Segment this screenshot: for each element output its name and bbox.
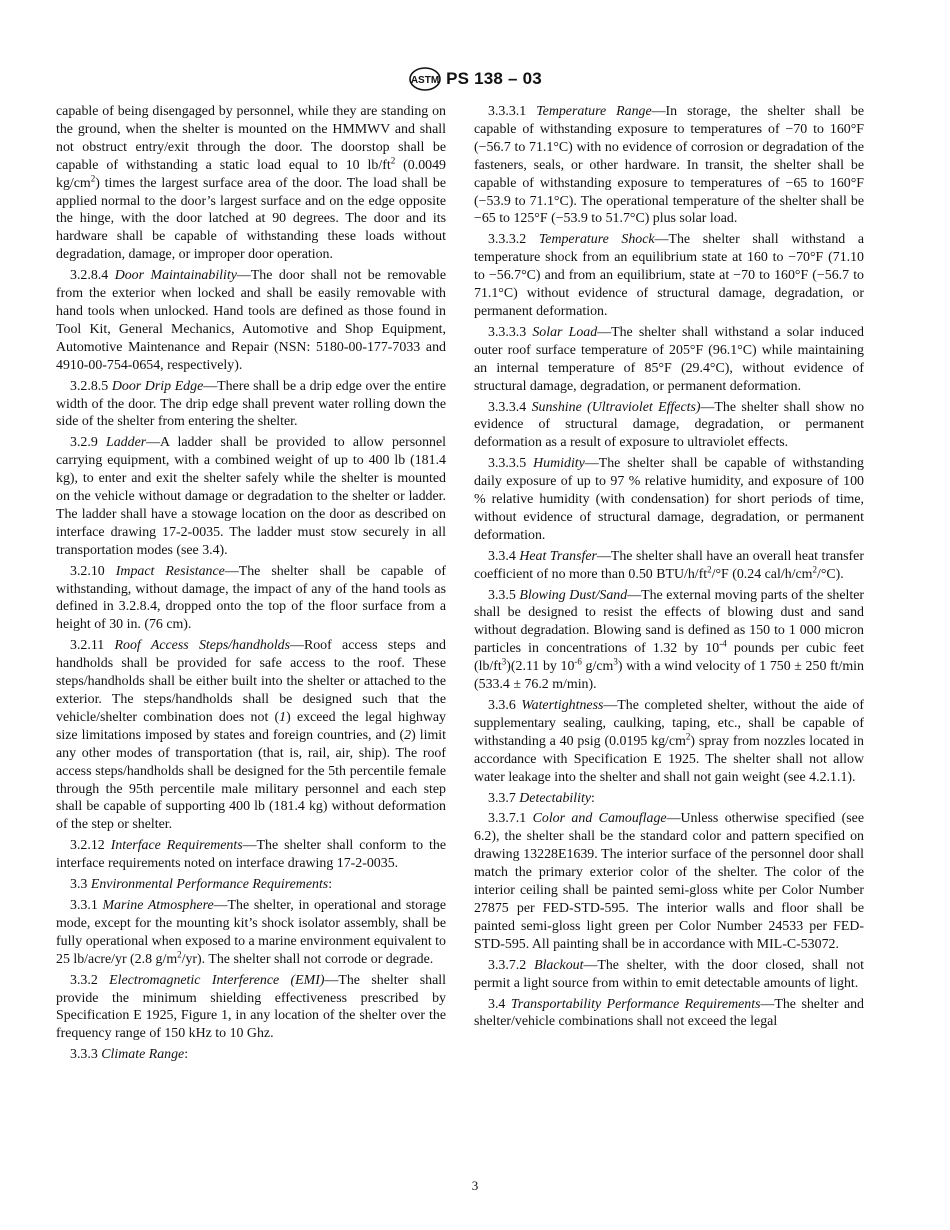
section-title: Sunshine (Ultraviolet Effects) <box>531 399 701 415</box>
section-text: ) with a wind velocity of 1 750 ± 250 ft/min (533.4 ± 76.2 m/min). <box>474 659 864 693</box>
section-number: 3.3.6 <box>488 698 522 713</box>
section-number: 3.3.2 <box>70 972 110 988</box>
astm-logo-icon <box>408 66 442 92</box>
section-title: Door Maintainability <box>114 268 237 284</box>
section-paragraph <box>56 378 446 432</box>
section-paragraph <box>56 972 446 1044</box>
section-title: Roof Access Steps/handholds <box>114 638 291 654</box>
section-title: Blowing Dust/Sand <box>519 587 628 603</box>
section-title: Marine Atmosphere <box>102 897 214 913</box>
superscript: 3 <box>613 656 618 667</box>
section-paragraph <box>474 957 864 993</box>
superscript: -6 <box>574 656 582 667</box>
section-text: —There shall be a drip edge over the entire width of the door. The drip edge shall prevent water rolling down the side of the shelter from entering the shelter. <box>56 378 446 430</box>
section-number: 3.3.3.3 <box>488 324 533 340</box>
section-number: 3.2.8.5 <box>70 378 112 394</box>
section-title: Color and Camouflage <box>532 811 667 827</box>
section-number: 3.3.7.2 <box>488 957 535 973</box>
section-text: —Roof access steps and handholds shall be provided for safe access to the roof. These steps/handholds shall be either built into the shelter or attached to the exterior. The steps/handholds shall be designed such that the vehicle/shelter combination does not ( <box>56 638 447 725</box>
section-paragraph <box>474 697 864 787</box>
section-number: 3.3.7 <box>488 790 520 806</box>
section-text: ) exceed the legal highway size limitations imposed by states and foreign countries, and ( <box>56 709 446 743</box>
section-text: /°C). <box>816 566 844 582</box>
section-title: Interface Requirements <box>110 838 243 854</box>
section-number: 3.2.12 <box>70 838 111 854</box>
page-header <box>0 66 950 92</box>
section-text: —The shelter, in operational and storage mode, except for the mounting kit’s shock isolator assembly, shall be fully operational when exposed to a marine environment equivalent to 25 lb/acre/yr (2.8 g/m <box>56 897 446 967</box>
section-text: capable of being disengaged by personnel, while they are standing on the ground, when the shelter is mounted on the HMMWV and shall not obstruct entry/exit through the door. The doorstop shall be capable of withstanding a static load equal to 10 lb/ft <box>56 104 446 173</box>
section-text: pounds per cubic feet (lb/ft <box>474 641 864 675</box>
section-text: : <box>328 877 333 893</box>
page-number: 3 <box>471 1178 479 1193</box>
section-paragraph <box>474 399 864 453</box>
superscript: 2 <box>390 155 396 166</box>
section-title: Heat Transfer <box>519 548 597 564</box>
section-text: : <box>184 1047 189 1063</box>
section-title: Environmental Performance Requirements <box>90 877 329 893</box>
section-text: g/cm <box>581 659 614 675</box>
section-number: 3.3.3.4 <box>488 399 532 415</box>
section-title: Door Drip Edge <box>111 378 204 394</box>
section-text: /yr). The shelter shall not corrode or degrade. <box>181 951 434 967</box>
section-paragraph <box>474 455 864 545</box>
section-paragraph <box>56 1046 446 1064</box>
section-title: Temperature Range <box>536 104 652 119</box>
section-paragraph <box>474 231 864 321</box>
section-text: )(2.11 by 10 <box>506 659 575 675</box>
section-text: —The shelter and shelter/vehicle combinations shall not exceed the legal <box>474 996 864 1030</box>
section-text: —The shelter shall be capable of withstanding, without damage, the impact of any of the hand tools as defined in 3.2.8.4, dropped onto the top of the floor surface from a height of 30 in. (76 cm). <box>56 563 447 633</box>
section-number: 3.3.5 <box>488 587 520 603</box>
section-number: 3.3.7.1 <box>488 811 533 827</box>
section-title: Temperature Shock <box>538 232 655 248</box>
section-text: —The shelter shall be capable of withstanding daily exposure of up to 97 % relative humidity, and exposure of 100 % relative humidity (with condensation) for short periods of time, without evidence of structural damage, degradation, or permanent deformation. <box>474 456 864 543</box>
section-paragraph <box>56 837 446 873</box>
section-number: 3.3.1 <box>70 897 103 913</box>
italic-numeral: 2 <box>404 727 412 743</box>
superscript: 2 <box>177 949 182 960</box>
section-text: : <box>591 790 595 806</box>
section-text: —The completed shelter, without the aide of supplementary sealing, caulking, taping, etc., shall be capable of withstanding a 40 psig (0.0195 kg/cm <box>474 698 864 749</box>
superscript: 2 <box>707 564 712 575</box>
left-column <box>56 103 446 1064</box>
section-paragraph <box>474 324 864 396</box>
section-number: 3.3 <box>70 877 91 893</box>
document-id: PS 138 – 03 <box>446 69 542 88</box>
section-paragraph <box>56 637 446 834</box>
section-paragraph <box>56 876 446 894</box>
section-text: (0.0049 kg/cm <box>56 157 446 191</box>
section-title: Solar Load <box>532 324 598 340</box>
section-number: 3.2.9 <box>70 435 107 451</box>
section-text: —The shelter shall conform to the interface requirements noted on interface drawing 17-2-0035. <box>56 838 446 872</box>
right-column <box>474 103 864 1031</box>
section-paragraph <box>474 790 864 808</box>
section-text: ) times the largest surface area of the door. The load shall be applied normal to the door’s largest surface and on the edge opposite the hinge, with the door latched at 90 degrees. The door and its hardware shall be capable of withstanding these loads without degradation, damage, or improper door operation. <box>56 175 446 263</box>
section-number: 3.3.3.1 <box>488 104 537 119</box>
logo-text: ASTM <box>410 75 440 86</box>
section-paragraph <box>56 563 446 635</box>
section-number: 3.2.11 <box>70 638 115 654</box>
section-text: —In storage, the shelter shall be capable of withstanding exposure to temperatures of −70 to 160°F (−56.7 to 71.1°C) with no evidence of corrosion or degradation of the fasteners, seals, or other hardware. In transit, the shelter shall be capable of withstanding exposure to temperatures of −65 to 160°F (−53.9 to 71.1°C). The operational temperature of the shelter shall be −65 to 125°F (−53.9 to 51.7°C) plus solar load. <box>474 104 864 227</box>
section-number: 3.3.4 <box>488 548 520 564</box>
section-title: Transportability Performance Requirements <box>510 996 761 1012</box>
section-title: Climate Range <box>101 1047 185 1063</box>
section-text: —The shelter shall withstand a temperature shock from an equilibrium state at 160 to −70°F (71.10 to −56.7°C) and from an equilibrium, state at −70 to 160°F (−56.7 to 71.1°C) without evidence of structural damage, degradation, or permanent deformation. <box>474 232 865 319</box>
superscript: 2 <box>685 731 691 742</box>
section-number: 3.2.10 <box>70 563 116 579</box>
superscript: 2 <box>812 564 817 575</box>
section-number: 3.3.3 <box>70 1047 102 1063</box>
section-text: —The shelter shall withstand a solar induced outer roof surface temperature of 205°F (96.1°C) while maintaining an internal temperature of 85°F (29.4°C), without evidence of structural damage, degradation, or permanent deformation. <box>474 324 865 394</box>
section-number: 3.3.3.5 <box>488 456 534 472</box>
section-paragraph <box>474 996 864 1032</box>
section-title: Electromagnetic Interference (EMI) <box>109 972 325 988</box>
section-text: —The shelter shall provide the minimum shielding effectiveness prescribed by Specification E 1925, Figure 1, in any location of the shelter over the frequency range of 150 kHz to 10 Ghz. <box>56 972 446 1042</box>
section-number: 3.2.8.4 <box>70 268 115 284</box>
section-text: —The external moving parts of the shelter shall be designed to resist the effects of blowing dust and sand without degradation. Blowing sand is defined as 150 to 1 000 micron particles in concentrations of 1.32 by 10 <box>474 587 864 657</box>
section-title: Detectability <box>519 790 592 806</box>
superscript: 2 <box>90 173 96 183</box>
section-text: —The door shall not be removable from the exterior when locked and shall be easily removable with hand tools when unlocked. Hand tools are defined as those found in Tool Kit, General Mechanics, Automotive and Shop Equipment, Automotive Maintenance and Repair (NSN: 5180-00-177-7033 and 4910-00-754-0654, respectively). <box>56 268 446 373</box>
section-text: —The shelter, with the door closed, shall not permit a light source from within to emit detectable amounts of light. <box>474 957 865 991</box>
section-title: Watertightness <box>521 698 604 713</box>
section-paragraph <box>56 434 446 559</box>
section-text: —Unless otherwise specified (see 6.2), the shelter shall be the standard color and pattern specified on drawing 13228E1639. The interior surface of the personnel door shall match the primary exterior color of the shelter. The color of the interior ceiling shall be painted semi-gloss white per Color Number 27875 per FED-STD-595. The interior walls and floor shall be painted semi-gloss light green per Color Number 24533 per FED-STD-595. All painting shall be in accordance with MIL-C-53072. <box>474 811 865 952</box>
section-title: Impact Resistance <box>115 563 225 579</box>
superscript: 3 <box>501 656 507 667</box>
section-title: Blackout <box>534 957 584 973</box>
section-text: ) spray from nozzles located in accordance with Specification E 1925. The shelter shall not allow water leakage into the shelter and shall not gain weight (see 4.2.1.1). <box>474 733 864 785</box>
italic-numeral: 1 <box>279 709 287 725</box>
superscript: -4 <box>719 638 727 649</box>
section-paragraph <box>474 103 864 228</box>
section-title: Humidity <box>533 456 585 472</box>
section-paragraph <box>56 103 446 264</box>
section-text: —A ladder shall be provided to allow personnel carrying equipment, with a combined weight of up to 400 lb (181.4 kg), to enter and exit the shelter safely while the shelter is mounted on the vehicle without damage or degradation to the shelter or ladder. The ladder shall have a stowage location on the door as described on interface drawing 17-2-0035. The ladder must stow securely in all transportation modes (see 3.4). <box>56 435 446 558</box>
section-number: 3.4 <box>488 996 511 1012</box>
section-paragraph <box>474 810 864 953</box>
section-number: 3.3.3.2 <box>488 232 539 248</box>
section-text: /°F (0.24 cal/h/cm <box>711 566 813 582</box>
section-title: Ladder <box>106 435 147 451</box>
section-text: ) limit any other modes of transportation (that is, rail, air, ship). The roof access steps/handholds shall be designed for the 5th percentile female through the 95th percentile male military personnel and each step shall be capable of supporting 400 lb (181.4 kg) without deformation of the step or shelter. <box>56 727 446 833</box>
section-paragraph <box>474 548 864 584</box>
section-paragraph <box>56 267 446 374</box>
section-text: —The shelter shall show no evidence of structural damage, degradation, or permanent deformation as a result of exposure to ultraviolet effects. <box>474 399 865 451</box>
section-paragraph <box>474 587 864 694</box>
section-paragraph <box>56 897 446 969</box>
section-text: —The shelter shall have an overall heat transfer coefficient of no more than 0.50 BTU/h/ft <box>474 548 864 582</box>
